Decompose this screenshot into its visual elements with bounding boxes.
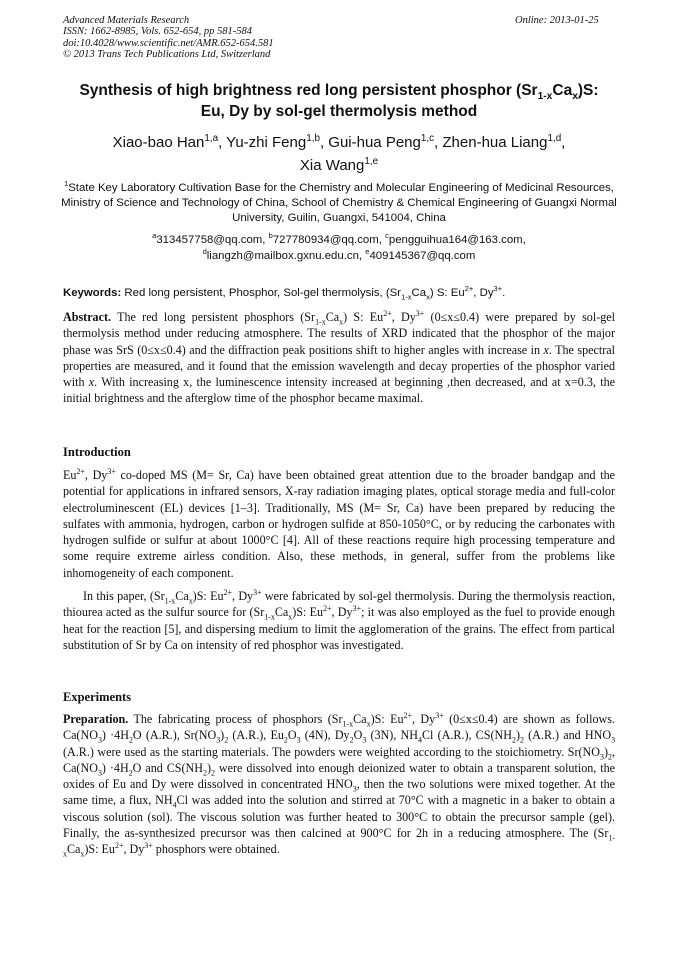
journal-header [63,15,274,60]
copyright-line: © 2013 Trans Tech Publications Ltd, Switzerland [63,48,271,60]
email-list: $^a$313457758@qq.com, $^b$727780934@qq.com, $^c$pengguihua164@163.com, $^d$liangzh@mailbox.gxnu.edu.cn, $^e$409145367@qq.com [152,231,526,262]
affiliation: $^1$State Key Laboratory Cultivation Base for the Chemistry and Molecular Engineering of Medicinal Resources, Ministry of Science and Technology of China, School of Chemistry & Chemical Engineering of Guangxi Normal University, Guilin, Guangxi, 541004, China [61,179,617,225]
keywords-label: Keywords: [63,287,122,299]
abstract-label: Abstract. [63,310,112,324]
online-date: Online: 2013-01-25 [515,15,599,26]
introduction-paragraph-1: $Eu^{2+}$, $Dy^{3+}$ co-doped MS (M= Sr, Ca) have been obtained great attention due to the broader bandgap and the potential for applications in infrared sensors, X-ray radiation imaging plates, optical storage media and full-color electroluminescent (EL) devices [1–3]. Traditionally, MS (M= Sr, Ca) have been prepared by reducing the sulfates with ammonia, hydrogen, carbon or hydrogen sulfide at 850-1050°C, or by reducing the carbonates with hydrogen sulfide or sulfur at about 1000°C [4]. All of these reactions require high processing temperature and some require extreme airless condition. Also, these methods, in general, suffer from the problems like inhomogeneity of each component. [63,466,615,580]
issn-line: ISSN: 1662-8985, Vols. 652-654, pp 581-584 [63,26,252,38]
introduction-paragraph-2: In this paper, $(Sr_{1-x}Ca_x)S$: $Eu^{2+}$, $Dy^{3+}$ were fabricated by sol-gel thermolysis. During the thermolysis reaction, thiourea acted as the sulfur source for $(Sr_{1-x}Ca_x)S$: $Eu^{2+}$, $Dy^{3+}$; it was also employed as the fuel to provide enough heat for the reaction [5], and dispersing medium to limit the agglomeration of the grains. The effect from partical substitution of Sr by Ca on intensity of red phosphor was investigated. [63,587,615,652]
journal-name: Advanced Materials Research [63,15,190,26]
abstract: Abstract. The red long persistent phosphors $(Sr_{1-x}Ca_x)$ S: $Eu^{2+}$, $Dy^{3+}$ (0≤x≤0.4) were prepared by sol-gel thermolysis method under reducing atmosphere. The results of XRD indicated that the phosphor of the major phase was SrS (0≤x≤0.4) and the diffraction peak positions shift to higher angles with increase in x. The spectral properties are measured, and it found that the emission wavelength and decay properties of the phosphor varied with x. With increasing x, the luminescence intensity increased at beginning ,then decreased, and at x=0.3, the initial brightness and the afterglow time of the phosphor became maximal. [63,308,615,406]
preparation-label: Preparation. [63,712,129,726]
paper-title: Synthesis of high brightness red long persistent phosphor $(Sr_{1-x}Ca_x)S$: Eu, Dy by sol-gel thermolysis method [79,82,599,120]
section-experiments: Experiments [63,690,132,704]
doi-line: doi:10.4028/www.scientific.net/AMR.652-654.581 [63,37,274,49]
preparation-paragraph: Preparation. The fabricating process of phosphors $(Sr_{1-x}Ca_x)S$: $Eu^{2+}$, $Dy^{3+}$ (0≤x≤0.4) are shown as follows. $Ca(NO_3) \cdot 4H_2O$ (A.R.), $Sr(NO_3)_2$ (A.R.), $Eu_2O_3$ (4N), $Dy_2O_3$ (3N), $NH_4Cl$ (A.R.), $CS(NH_2)_2$ (A.R.) and $HNO_3$ (A.R.) were used as the starting materials. The powders were weighted according to the stoichiometry. $Sr(NO_3)_2$, $Ca(NO_3) \cdot 4H_2O$ and $CS(NH_2)_2$ were dissolved into enough deionized water to obtain a transparent solution, the oxides of Eu and Dy were dissolved in concentrated $HNO_3$, then the two solutions were mixed together. At the same time, a flux, $NH_4Cl$ was added into the solution and stirred at 70°C with a magnetic in a baker to obtain a viscous solution (sol). The viscous solution was further heated to 300°C to obtain the precursor sample (gel). Finally, the as-synthesized precursor was then calcined at 900°C for 2h in a reducing atmosphere. The $(Sr_{1-x}Ca_x)S$: $Eu^{2+}$, $Dy^{3+}$ phosphors were obtained. [63,710,616,859]
author-last: Xia Wang [299,157,365,174]
author-list: Xiao-bao Han$^{1,a}$, Yu-zhi Feng$^{1,b}$, Gui-hua Peng$^{1,c}$, Zhen-hua Liang$^{1,d}$, Xia Wang$^{1,e}$ [112,133,566,174]
section-introduction: Introduction [63,445,131,459]
keywords: Keywords: Red long persistent, Phosphor, Sol-gel thermolysis, $(Sr_{1-x}Ca_x)$ S: $Eu^{2+}$, $Dy^{3+}$. [63,284,506,302]
